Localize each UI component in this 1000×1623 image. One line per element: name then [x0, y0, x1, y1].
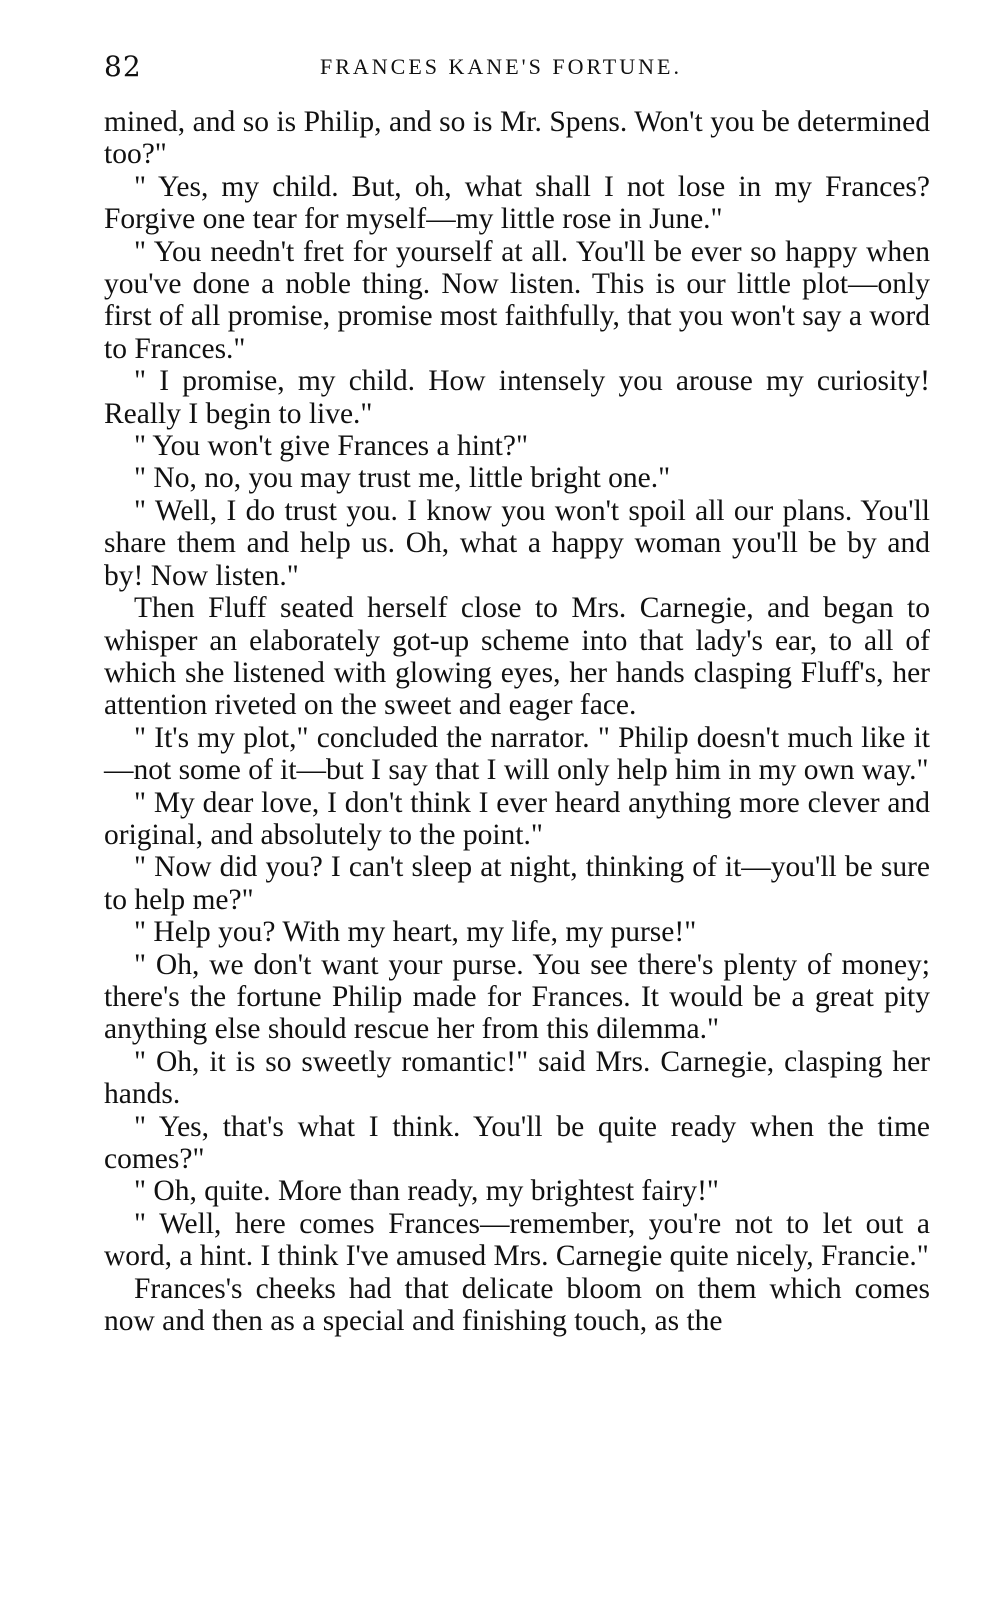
paragraph: " I promise, my child. How intensely you arouse my curiosity! Really I begin to live." — [104, 365, 930, 430]
paragraph: " Oh, we don't want your purse. You see there's plenty of money; there's the fortune Philip made for Frances. It would be a great pity anything else should rescue her from this dilemma." — [104, 948, 930, 1046]
body-text — [104, 106, 930, 1337]
page-header — [104, 44, 930, 92]
paragraph: " Well, I do trust you. I know you won't spoil all our plans. You'll share them and help us. Oh, what a happy woman you'll be by and by! Now listen." — [104, 494, 930, 592]
paragraph: Then Fluff seated herself close to Mrs. Carnegie, and began to whisper an elaborately got-up scheme into that lady's ear, to all of which she listened with glowing eyes, her hands clasping Fluff's, her attention riveted on the sweet and eager face. — [104, 592, 930, 722]
paragraph: " Oh, quite. More than ready, my brightest fairy!" — [134, 1175, 719, 1208]
paragraph: Frances's cheeks had that delicate bloom on them which comes now and then as a special and finishing touch, as the — [104, 1272, 930, 1338]
paragraph: " Help you? With my heart, my life, my purse!" — [134, 916, 697, 949]
paragraph: " It's my plot," concluded the narrator. " Philip doesn't much like it—not some of it—but I say that I will only help him in my own way." — [104, 721, 930, 787]
running-head: FRANCES KANE'S FORTUNE. — [320, 54, 682, 79]
paragraph: " No, no, you may trust me, little bright one." — [134, 462, 671, 495]
page-number: 82 — [104, 50, 142, 83]
paragraph: " You won't give Frances a hint?" — [134, 430, 529, 463]
book-page — [104, 44, 930, 1604]
paragraph: " My dear love, I don't think I ever heard anything more clever and original, and absolutely to the point." — [104, 786, 930, 851]
paragraph: " Yes, my child. But, oh, what shall I not lose in my Frances? Forgive one tear for myself—my little rose in June." — [104, 170, 930, 236]
paragraph: mined, and so is Philip, and so is Mr. Spens. Won't you be determined too?" — [104, 106, 930, 171]
paragraph: " You needn't fret for yourself at all. You'll be ever so happy when you've done a noble thing. Now listen. This is our little plot—only first of all promise, promise most faithfully, that you won't say a word to Frances." — [104, 235, 930, 365]
paragraph: " Yes, that's what I think. You'll be quite ready when the time comes?" — [104, 1110, 930, 1175]
paragraph: " Now did you? I can't sleep at night, thinking of it—you'll be sure to help me?" — [104, 851, 930, 916]
paragraph: " Oh, it is so sweetly romantic!" said Mrs. Carnegie, clasping her hands. — [104, 1045, 930, 1111]
paragraph: " Well, here comes Frances—remember, you're not to let out a word, a hint. I think I've amused Mrs. Carnegie quite nicely, Francie." — [104, 1207, 930, 1273]
